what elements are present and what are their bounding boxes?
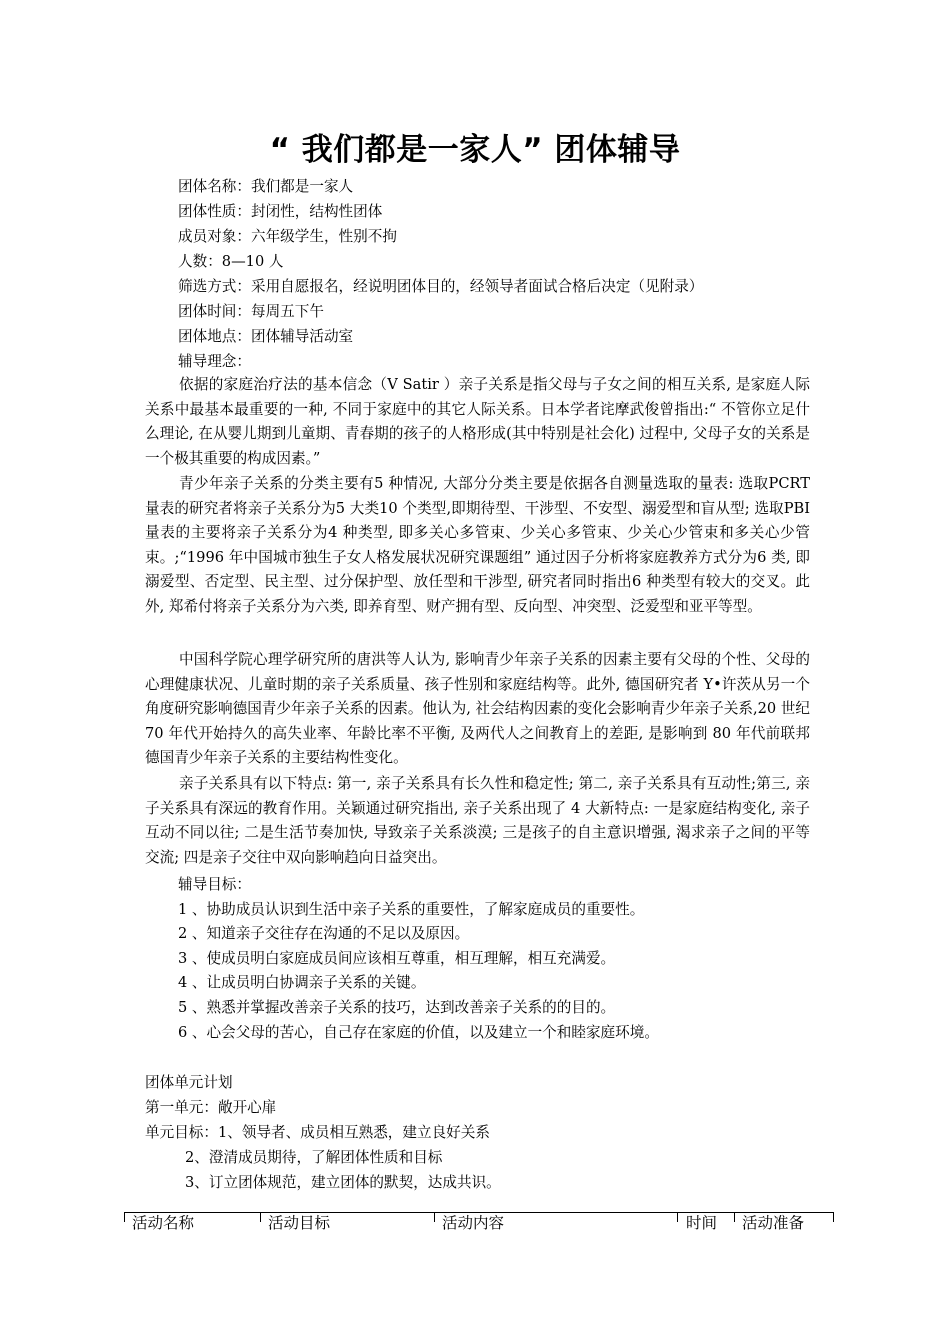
table-divider — [734, 1213, 735, 1222]
table-divider — [434, 1213, 435, 1222]
philosophy-heading: 辅导理念： — [178, 353, 251, 370]
header-preparation: 活动准备 — [742, 1214, 805, 1232]
unit-target-3: 3、订立团体规范，建立团体的默契，达成共识。 — [185, 1174, 501, 1191]
header-activity-goal: 活动目标 — [268, 1214, 331, 1232]
unit-title: 第一单元：敞开心扉 — [145, 1099, 277, 1116]
plan-heading: 团体单元计划 — [145, 1074, 233, 1091]
header-activity-content: 活动内容 — [442, 1214, 505, 1232]
goal-item: 3 、使成员明白家庭成员间应该相互尊重，相互理解，相互充满爱。 — [178, 949, 616, 967]
goal-item: 1 、协助成员认识到生活中亲子关系的重要性，了解家庭成员的重要性。 — [178, 900, 645, 918]
unit-target-2: 2、澄清成员期待，了解团体性质和目标 — [185, 1149, 443, 1166]
table-divider — [260, 1213, 261, 1222]
activity-table-header — [124, 1212, 834, 1237]
table-divider — [124, 1213, 125, 1222]
headcount-line: 人数：8—10 人 — [178, 253, 284, 270]
goal-item: 5 、熟悉并掌握改善亲子关系的技巧，达到改善亲子关系的的目的。 — [178, 998, 616, 1016]
goals-heading: 辅导目标： — [178, 876, 251, 893]
screening-line: 筛选方式：采用自愿报名，经说明团体目的，经领导者面试合格后决定（见附录） — [178, 278, 704, 295]
unit-plan — [145, 1070, 825, 1195]
header-time: 时间 — [686, 1214, 718, 1232]
paragraph-family-therapy: 依据的家庭治疗法的基本信念（V Satir ）亲子关系是指父母与子女之间的相互关系, 是家庭人际关系中最基本最重要的一种, 不同于家庭中的其它人际关系。日本学者诧摩武俊曾指出:“ 不管你立足什么理论, 在从婴儿期到儿童期、青春期的孩子的人格形成(其中特别是社会化) 过程中, 父母子女的关系是一个极其重要的构成因素。” — [145, 376, 810, 467]
header-activity-name: 活动名称 — [132, 1214, 195, 1232]
unit-target-1: 单元目标：1、领导者、成员相互熟悉，建立良好关系 — [145, 1124, 490, 1141]
group-info — [178, 174, 838, 374]
members-line: 成员对象：六年级学生，性别不拘 — [178, 228, 397, 245]
page-title: “ 我们都是一家人” 团体辅导 — [269, 132, 681, 168]
paragraph-characteristics: 亲子关系具有以下特点: 第一, 亲子关系具有长久性和稳定性; 第二, 亲子关系具有互动性;第三, 亲子关系具有深远的教育作用。关颖通过研究指出, 亲子关系出现了 4 大新特点: 一是家庭结构变化, 亲子互动不同以往; 二是生活节奏加快, 导致亲子关系淡漠; 三是孩子的自主意识增强, 渴求亲子之间的平等交流; 四是亲子交往中双向影响趋向日益突出。 — [145, 775, 810, 866]
goal-item: 6 、心会父母的苦心，自己存在家庭的价值，以及建立一个和睦家庭环境。 — [178, 1023, 659, 1041]
table-divider — [677, 1213, 678, 1222]
goal-item: 2 、知道亲子交往存在沟通的不足以及原因。 — [178, 925, 470, 943]
counseling-goals — [178, 873, 818, 1045]
goal-item: 4 、让成员明白协调亲子关系的关键。 — [178, 974, 426, 992]
table-divider — [833, 1213, 834, 1222]
paragraph-classification: 青少年亲子关系的分类主要有5 种情况, 大部分分类主要是依据各自测量选取的量表: 选取PCRT 量表的研究者将亲子关系分为5 大类10 个类型,即期待型、干涉型、不安型、溺爱型和盲从型; 选取PBI 量表的主要将亲子关系分为4 种类型, 即多关心多管束、少关心多管束、少关心少管束和多关心少管束。;“1996 年中国城市独生子女人格发展状况研究课题组” 通过因子分析将家庭教养方式分为6 类, 即溺爱型、否定型、民主型、过分保护型、放任型和干涉型, 研究者同时指出6 种类型有较大的交叉。此外, 郑希付将亲子关系分为六类, 即养育型、财产拥有型、反向型、冲突型、泛爱型和亚平等型。 — [145, 475, 810, 615]
group-nature-line: 团体性质：封闭性，结构性团体 — [178, 203, 383, 220]
location-line: 团体地点：团体辅导活动室 — [178, 328, 354, 345]
paragraph-influence-factors: 中国科学院心理学研究所的唐洪等人认为, 影响青少年亲子关系的因素主要有父母的个性、父母的心理健康状况、儿童时期的亲子关系质量、孩子性别和家庭结构等。此外, 德国研究者 Y•许茨从另一个角度研究影响德国青少年亲子关系的因素。他认为, 社会结构因素的变化会影响青少年亲子关系,20 世纪 70 年代开始持久的高失业率、年龄比率不平衡, 及两代人之间教育上的差距, 是影响到 80 年代前联邦德国青少年亲子关系的主要结构性变化。 — [145, 651, 810, 767]
group-name-line: 团体名称：我们都是一家人 — [178, 178, 354, 195]
time-line: 团体时间：每周五下午 — [178, 303, 324, 320]
